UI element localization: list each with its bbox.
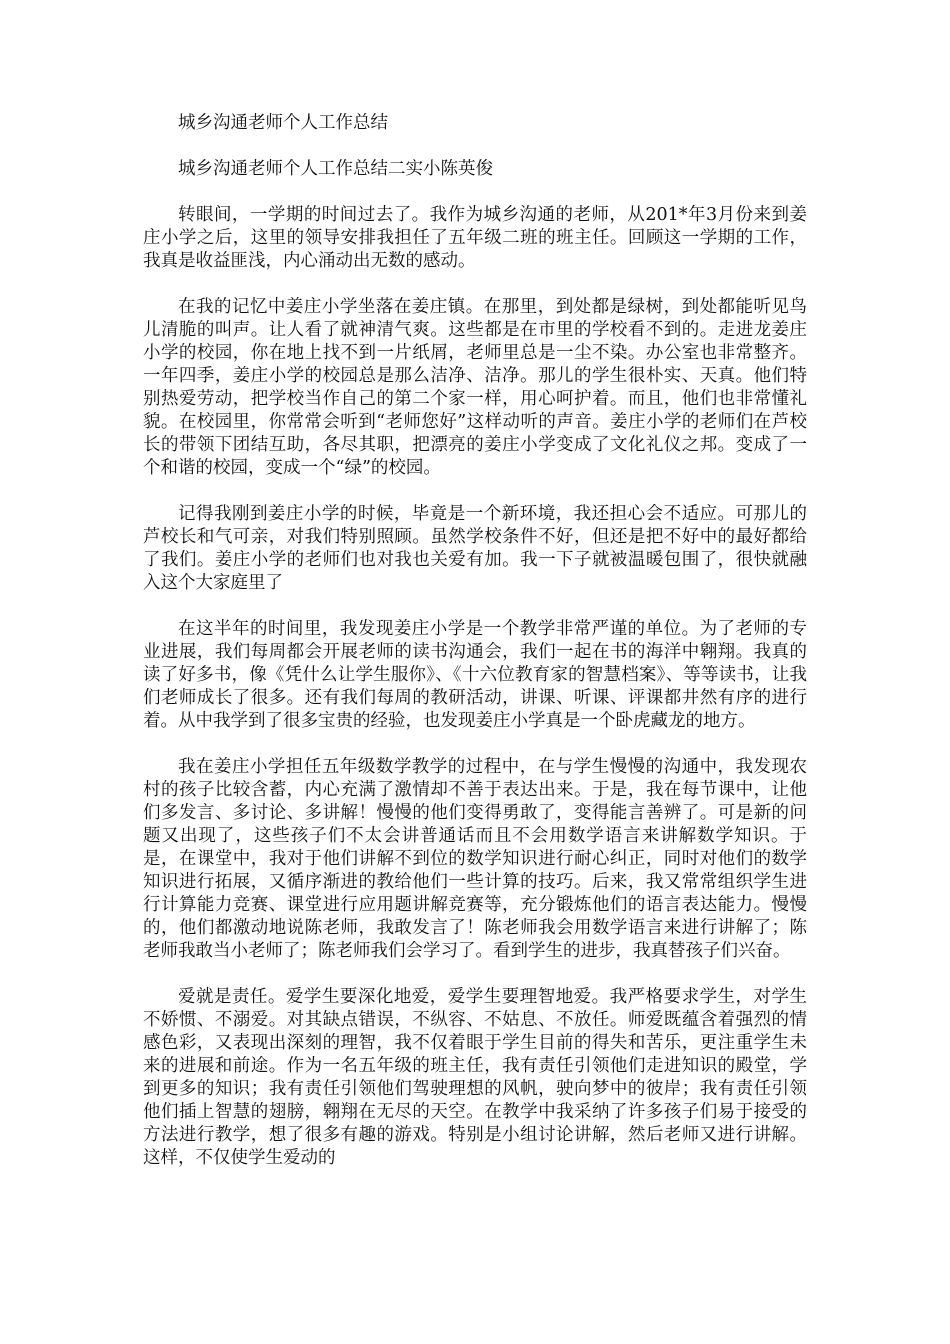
paragraph: 我在姜庄小学担任五年级数学教学的过程中，在与学生慢慢的沟通中，我发现农村的孩子比较含蓄，内心充满了激情却不善于表达出来。于是，我在每节课中，让他们多发言、多讨论、多讲解！慢慢的他们变得勇敢了，变得能言善辨了。可是新的问题又出现了，这些孩子们不太会讲普通话而且不会用数学语言来讲解数学知识。于是，在课堂中，我对于他们讲解不到位的数学知识进行耐心纠正，同时对他们的数学知识进行拓展，又循序渐进的教给他们一些计算的技巧。后来，我又常常组织学生进行计算能力竞赛、课堂进行应用题讲解竞赛等，充分锻炼他们的语言表达能力。慢慢的，他们都激动地说陈老师，我敢发言了！陈老师我会用数学语言来进行讲解了；陈老师我敢当小老师了；陈老师我们会学习了。看到学生的进步，我真替孩子们兴奋。 [143,757,807,961]
document-subtitle: 城乡沟通老师个人工作总结二实小陈英俊 [178,159,493,179]
paragraph: 在这半年的时间里，我发现姜庄小学是一个教学非常严谨的单位。为了老师的专业进展，我们每周都会开展老师的读书沟通会，我们一起在书的海洋中翱翔。我真的读了好多书，像《凭什么让学生服你》、《十六位教育家的智慧档案》、等等读书，让我们老师成长了很多。还有我们每周的教研活动，讲课、听课、评课都井然有序的进行着。从中我学到了很多宝贵的经验，也发现姜庄小学真是一个卧虎藏龙的地方。 [143,619,807,731]
paragraph: 在我的记忆中姜庄小学坐落在姜庄镇。在那里，到处都是绿树，到处都能听见鸟儿清脆的叫声。让人看了就神清气爽。这些都是在市里的学校看不到的。走进龙姜庄小学的校园，你在地上找不到一片纸屑，老师里总是一尘不染。办公室也非常整齐。一年四季，姜庄小学的校园总是那么洁净、洁净。那儿的学生很朴实、天真。他们特别热爱劳动，把学校当作自己的第二个家一样，用心呵护着。而且，他们也非常懂礼貌。在校园里，你常常会听到“老师您好”这样动听的声音。姜庄小学的老师们在芦校长的带领下团结互助，各尽其职，把漂亮的姜庄小学变成了文化礼仪之邦。变成了一个和谐的校园，变成一个“绿”的校园。 [143,297,807,478]
document-title: 城乡沟通老师个人工作总结 [178,113,388,133]
paragraph: 转眼间，一学期的时间过去了。我作为城乡沟通的老师，从201*年3月份来到姜庄小学之后，这里的领导安排我担任了五年级二班的班主任。回顾这一学期的工作，我真是收益匪浅，内心涌动出无数的感动。 [143,205,807,271]
paragraph: 记得我刚到姜庄小学的时候，毕竟是一个新环境，我还担心会不适应。可那儿的芦校长和气可亲，对我们特别照顾。虽然学校条件不好，但还是把不好中的最好都给了我们。姜庄小学的老师们也对我也关爱有加。我一下子就被温暖包围了，很快就融入这个大家庭里了 [143,504,807,593]
paragraph: 爱就是责任。爱学生要深化地爱，爱学生要理智地爱。我严格要求学生，对学生不娇惯、不溺爱。对其缺点错误，不纵容、不姑息、不放任。师爱既蕴含着强烈的情感色彩，又表现出深刻的理智，我不仅着眼于学生目前的得失和苦乐，更注重学生未来的进展和前途。作为一名五年级的班主任，我有责任引领他们走进知识的殿堂，学到更多的知识；我有责任引领他们驾驶理想的风帆，驶向梦中的彼岸；我有责任引领他们插上智慧的翅膀，翱翔在无尽的天空。在教学中我采纳了许多孩子们易于接受的方法进行教学，想了很多有趣的游戏。特别是小组讨论讲解，然后老师又进行讲解。这样，不仅使学生爱动的 [143,987,807,1168]
document-body [143,112,807,1193]
